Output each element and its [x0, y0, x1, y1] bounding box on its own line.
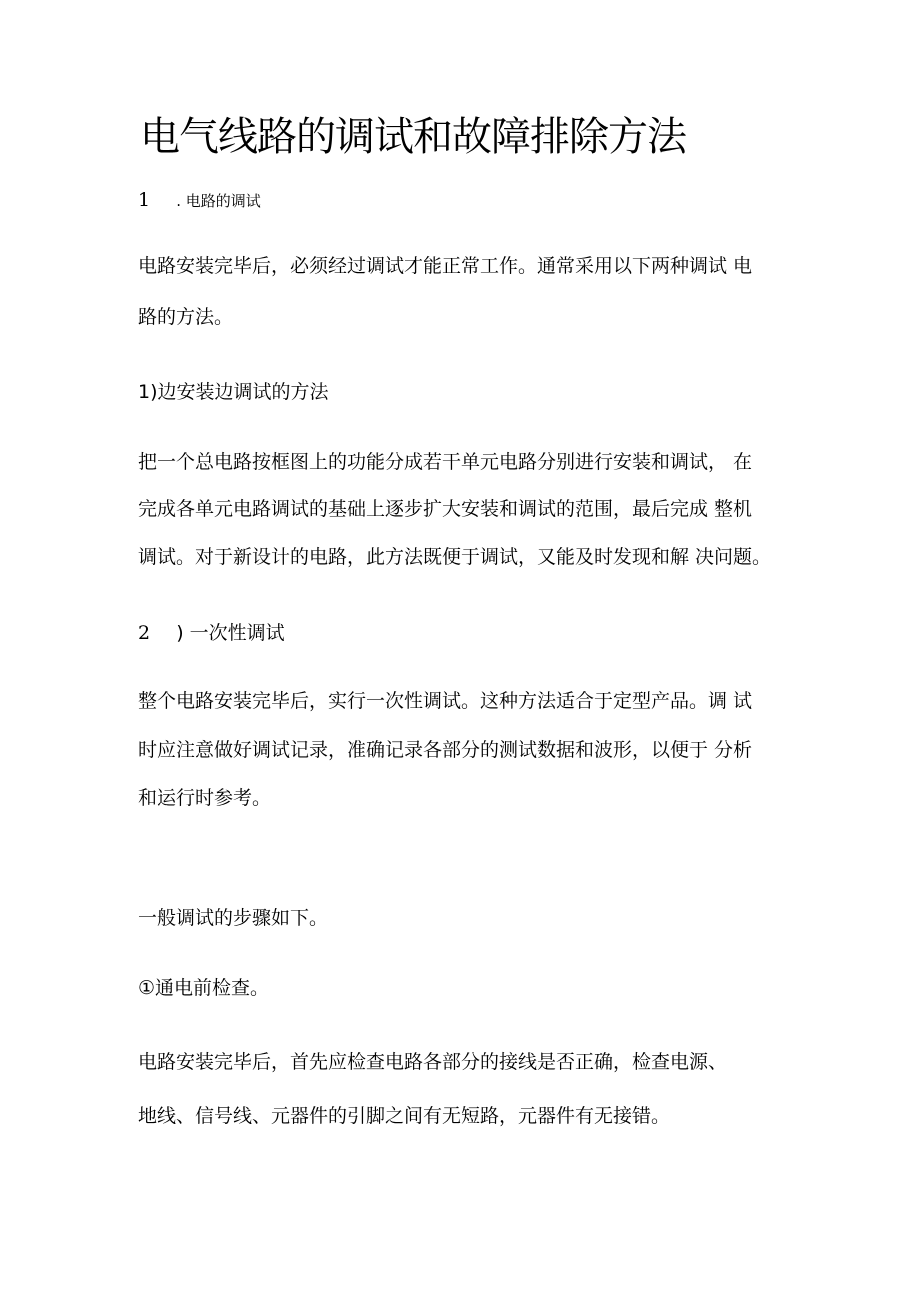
paragraph-line: 路的方法。: [138, 306, 234, 328]
section-number: 1: [138, 189, 151, 211]
paragraph-line: 地线、信号线、元器件的引脚之间有无短路，元器件有无接错。: [138, 1105, 671, 1127]
subsection-number: 2: [138, 622, 151, 644]
subsection-heading: 1)边安装边调试的方法: [138, 381, 329, 403]
section-heading: [138, 188, 261, 213]
step-heading: ①通电前检查。: [138, 977, 270, 999]
paragraph-line: 电路安装完毕后，必须经过调试才能正常工作。通常采用以下两种调试 电: [138, 255, 753, 277]
paragraph-line: 把一个总电路按框图上的功能分成若干单元电路分别进行安装和调试， 在: [138, 451, 753, 473]
paragraph-line: 一般调试的步骤如下。: [138, 907, 329, 929]
document-title: 电气线路的调试和故障排除方法: [140, 114, 686, 160]
paragraph-line: 和运行时参考。: [138, 787, 272, 809]
paragraph-line: 完成各单元电路调试的基础上逐步扩大安装和调试的范围，最后完成 整机: [138, 498, 753, 520]
paragraph-line: 电路安装完毕后，首先应检查电路各部分的接线是否正确，检查电源、: [138, 1051, 728, 1073]
paragraph-line: 整个电路安装完毕后，实行一次性调试。这种方法适合于定型产品。调 试: [138, 690, 753, 712]
section-title: . 电路的调试: [176, 192, 261, 210]
subsection-heading: [138, 621, 285, 645]
paragraph-line: 调试。对于新设计的电路，此方法既便于调试，又能及时发现和解 决问题。: [138, 546, 772, 568]
paragraph-line: 时应注意做好调试记录，准确记录各部分的测试数据和波形，以便于 分析: [138, 739, 753, 761]
subsection-title: ) 一次性调试: [176, 622, 285, 644]
